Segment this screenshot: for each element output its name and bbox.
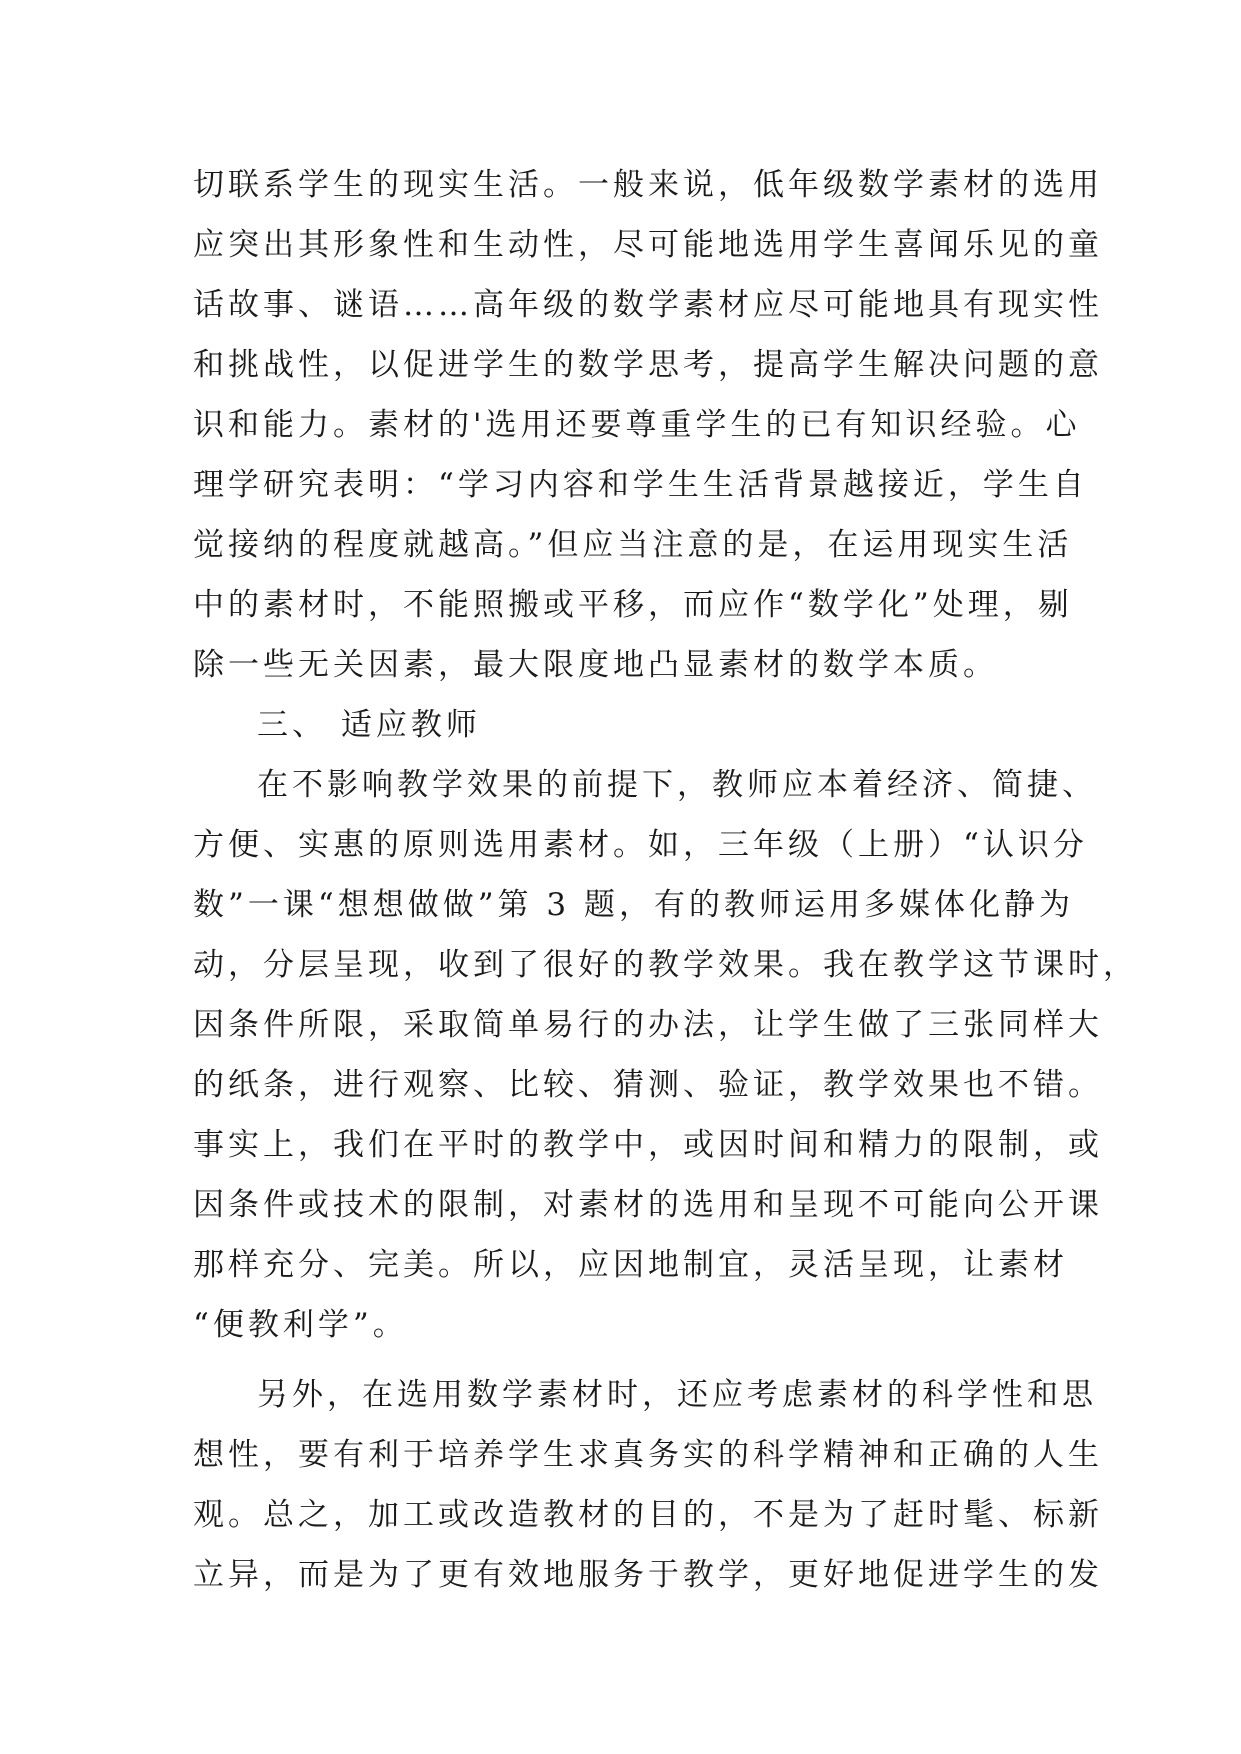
text-line: 除一些无关因素，最大限度地凸显素材的数学本质。: [193, 647, 998, 683]
section-heading: 三、 适应教师: [257, 707, 481, 743]
text-line: 另外，在选用数学素材时，还应考虑素材的科学性和思: [257, 1377, 1097, 1413]
text-line: 观。总之，加工或改造教材的目的，不是为了赶时髦、标新: [193, 1497, 1103, 1533]
text-line: 动，分层呈现，收到了很好的教学效果。我在教学这节课时，: [193, 947, 1138, 983]
text-line: 立异，而是为了更有效地服务于教学，更好地促进学生的发: [193, 1557, 1103, 1593]
text-line: 和挑战性，以促进学生的数学思考，提高学生解决问题的意: [193, 347, 1103, 383]
text-line: 识和能力。素材的'选用还要尊重学生的已有知识经验。心: [193, 407, 1081, 443]
text-line: 应突出其形象性和生动性，尽可能地选用学生喜闻乐见的童: [193, 227, 1103, 263]
text-line: 方便、实惠的原则选用素材。如，三年级（上册）“认识分: [193, 827, 1088, 863]
text-line: 中的素材时，不能照搬或平移，而应作“数学化”处理，剔: [193, 587, 1073, 623]
text-line: 理学研究表明：“学习内容和学生生活背景越接近，学生自: [193, 467, 1088, 503]
text-line: 数”一课“想想做做”第 3 题，有的教师运用多媒体化静为: [193, 887, 1074, 923]
text-line: 那样充分、完美。所以，应因地制宜，灵活呈现，让素材: [193, 1247, 1068, 1283]
text-line: 事实上，我们在平时的教学中，或因时间和精力的限制，或: [193, 1127, 1103, 1163]
text-line: 切联系学生的现实生活。一般来说，低年级数学素材的选用: [193, 167, 1103, 203]
text-line: 话故事、谜语……高年级的数学素材应尽可能地具有现实性: [193, 287, 1103, 323]
text-line: 因条件或技术的限制，对素材的选用和呈现不可能向公开课: [193, 1187, 1103, 1223]
text-line: “便教利学”。: [193, 1307, 408, 1343]
text-line: 的纸条，进行观察、比较、猜测、验证，教学效果也不错。: [193, 1067, 1103, 1103]
text-line: 觉接纳的程度就越高。”但应当注意的是，在运用现实生活: [193, 527, 1073, 563]
text-line: 因条件所限，采取简单易行的办法，让学生做了三张同样大: [193, 1007, 1103, 1043]
text-line: 想性，要有利于培养学生求真务实的科学精神和正确的人生: [193, 1437, 1103, 1473]
text-line: 在不影响教学效果的前提下，教师应本着经济、简捷、: [257, 767, 1097, 803]
